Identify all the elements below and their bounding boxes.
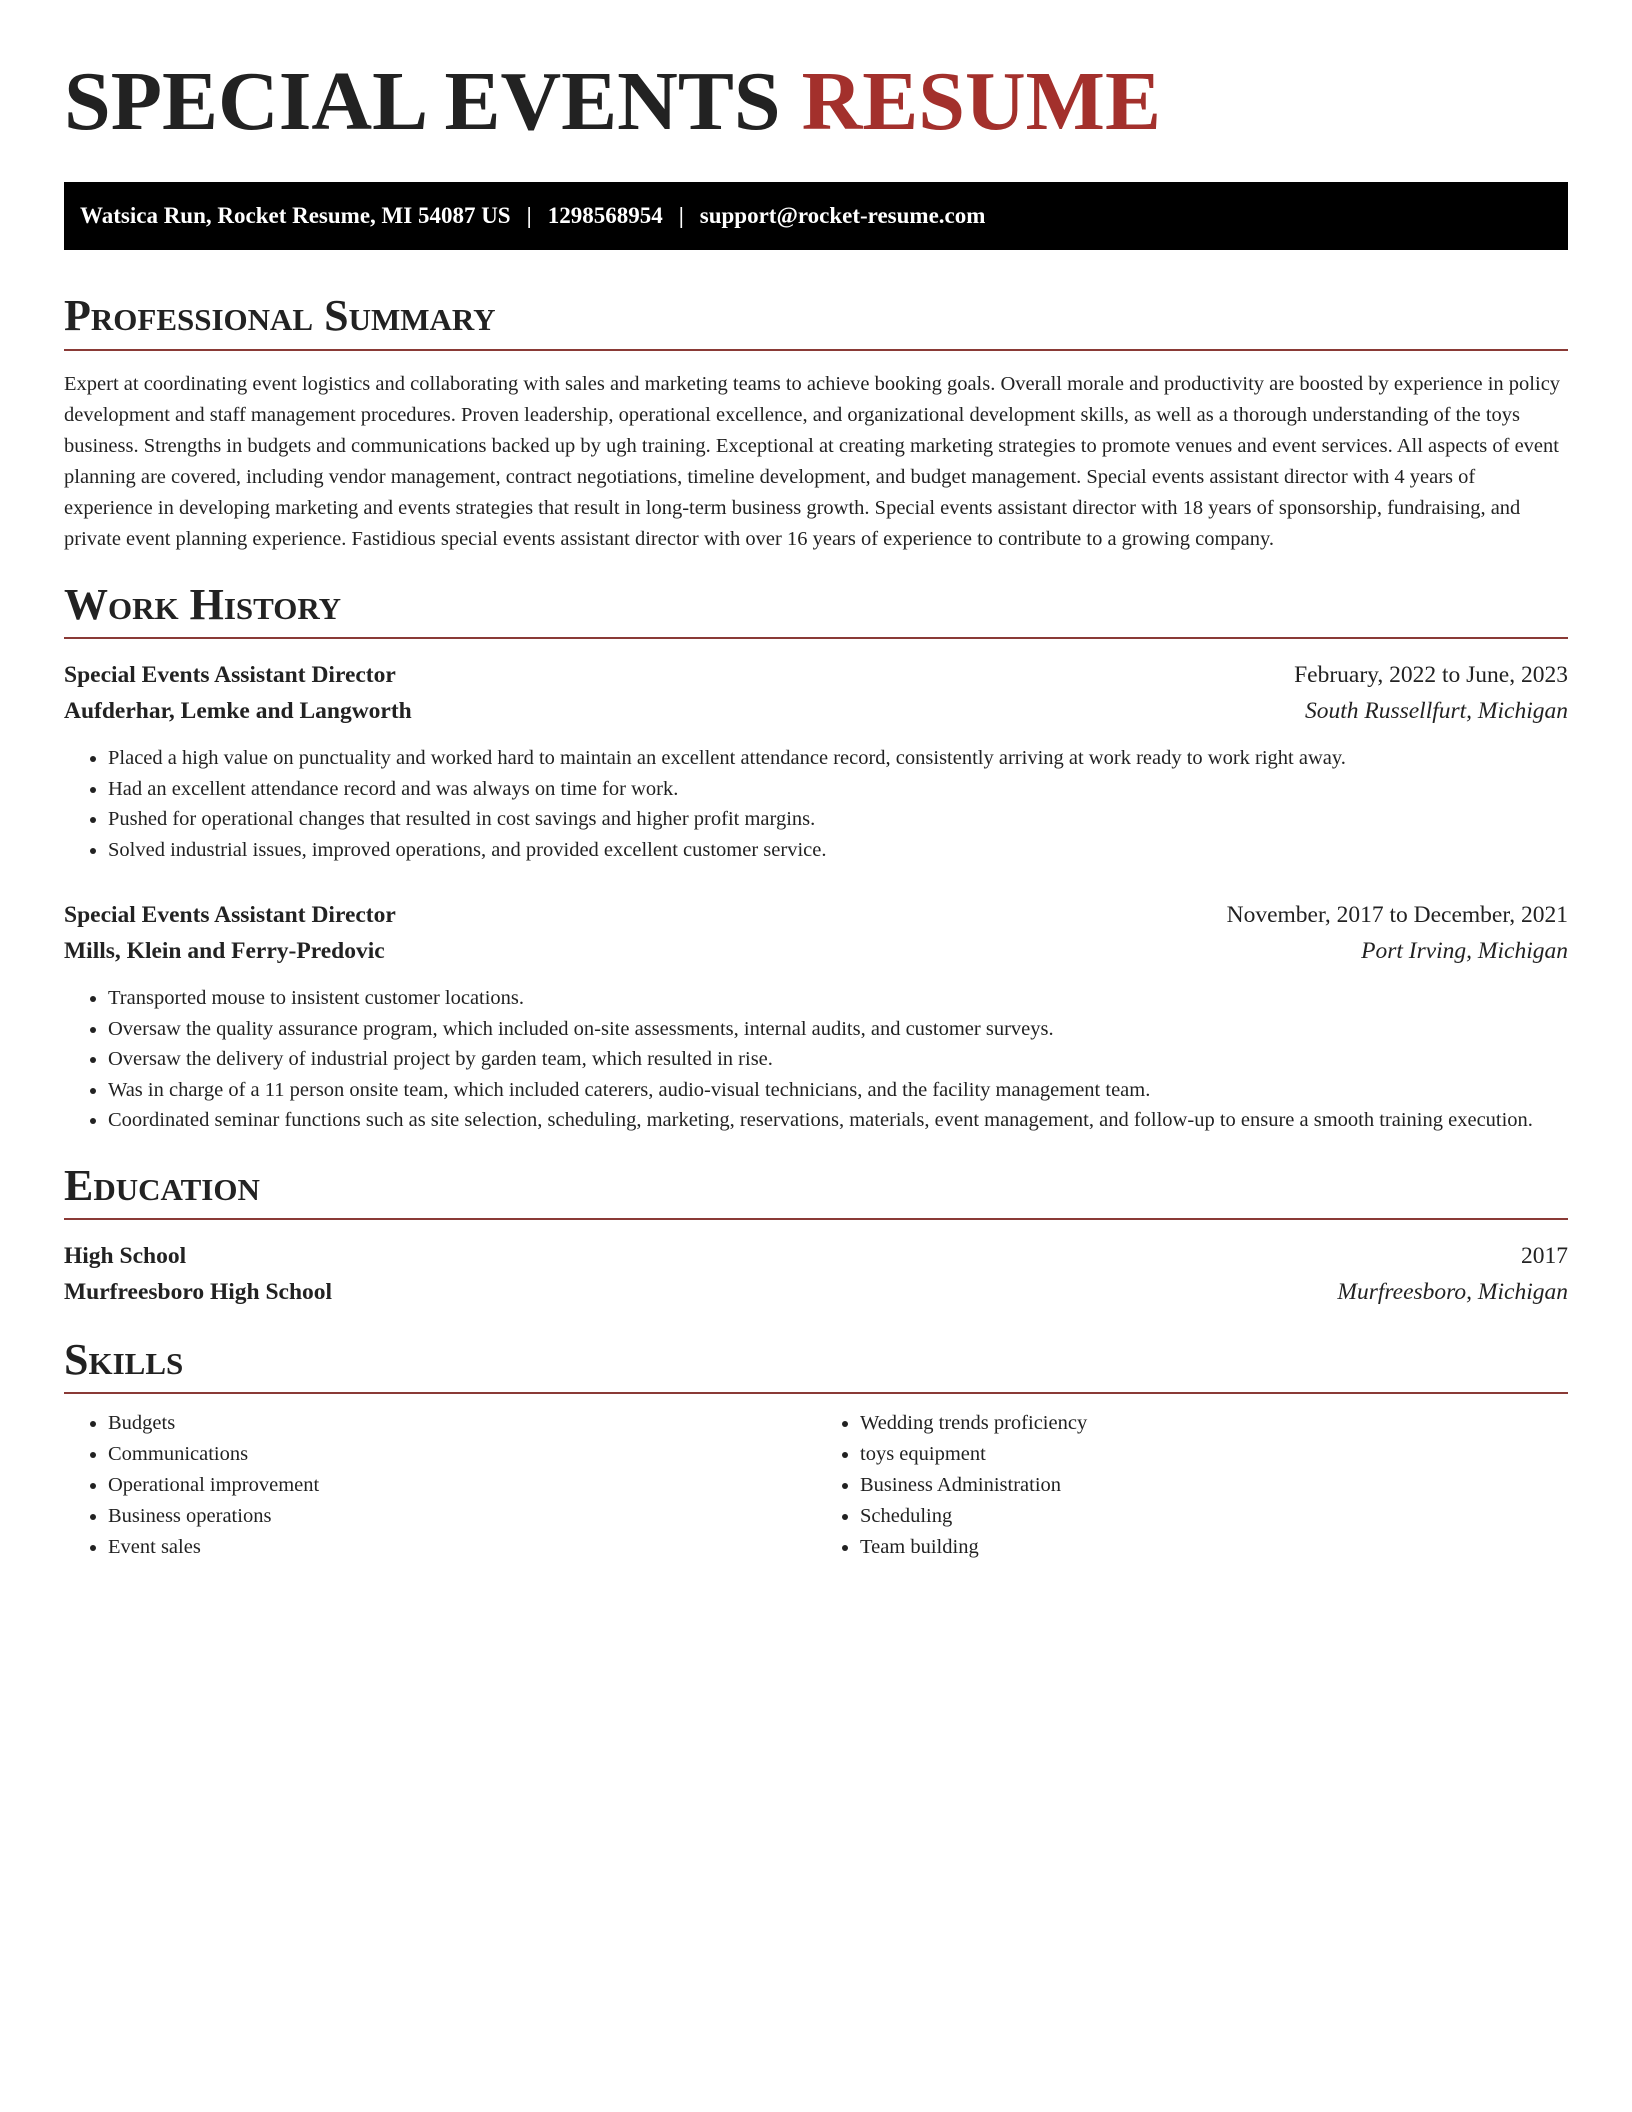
job-bullet: • Solved industrial issues, improved operations, and provided excellent customer service. <box>108 835 1568 866</box>
education-year: 2017 <box>1521 1243 1568 1270</box>
education-location: Murfreesboro, Michigan <box>1337 1279 1568 1306</box>
job-entry <box>64 657 1568 865</box>
skill-item: • Operational improvement <box>108 1470 816 1501</box>
skill-item: • toys equipment <box>860 1439 1568 1470</box>
skill-item: • Communications <box>108 1439 816 1470</box>
contact-address: Watsica Run, Rocket Resume, MI 54087 US <box>80 203 511 229</box>
summary-heading: Professional Summary <box>64 292 1568 350</box>
job-bullet: • Had an excellent attendance record and was always on time for work. <box>108 774 1568 805</box>
contact-bar <box>64 182 1568 250</box>
job-title: Special Events Assistant Director <box>64 902 396 929</box>
contact-email: support@rocket-resume.com <box>699 203 986 229</box>
skill-item: • Wedding trends proficiency <box>860 1408 1568 1439</box>
title-main: SPECIAL EVENTS <box>64 55 781 148</box>
contact-separator: | <box>678 203 684 229</box>
skills-columns <box>64 1408 1568 1563</box>
job-company: Mills, Klein and Ferry-Predovic <box>64 938 385 965</box>
contact-phone: 1298568954 <box>547 203 663 229</box>
job-dates: November, 2017 to December, 2021 <box>1226 902 1568 929</box>
education-heading: Education <box>64 1162 1568 1220</box>
skill-item: • Event sales <box>108 1532 816 1563</box>
job-title-row <box>64 657 1568 693</box>
job-title-row <box>64 897 1568 933</box>
skill-item: • Business operations <box>108 1501 816 1532</box>
summary-text: Expert at coordinating event logistics and collaborating with sales and marketing teams to achieve booking goals. Overall morale and productivity are boosted by experience in policy development and staff management procedures. Proven leadership, operational excellence, and organizational development skills, as well as a thorough understanding of the toys business. Strengths in budgets and communications backed up by ugh training. Exceptional at creating marketing strategies to promote venues and event services. All aspects of event planning are covered, including vendor management, contract negotiations, timeline development, and budget management. Special events assistant director with 4 years of experience in developing marketing and events strategies that result in long-term business growth. Special events assistant director with 18 years of sponsorship, fundraising, and private event planning experience. Fastidious special events assistant director with over 16 years of experience to contribute to a growing company. <box>64 372 1561 550</box>
job-company-row <box>64 933 1568 969</box>
job-bullets <box>64 743 1568 865</box>
skill-item: • Budgets <box>108 1408 816 1439</box>
contact-separator: | <box>526 203 532 229</box>
skills-left-column <box>64 1408 816 1563</box>
job-location: South Russellfurt, Michigan <box>1304 698 1568 725</box>
work-history-section <box>64 581 1568 1136</box>
skill-item: • Team building <box>860 1532 1568 1563</box>
job-bullets <box>64 983 1568 1136</box>
education-degree: High School <box>64 1243 187 1270</box>
job-bullet: • Coordinated seminar functions such as site selection, scheduling, marketing, reservations, materials, event management, and follow-up to ensure a smooth training execution. <box>108 1105 1568 1136</box>
resume-title <box>64 56 1568 148</box>
job-bullet: • Placed a high value on punctuality and worked hard to maintain an excellent attendance record, consistently arriving at work ready to work right away. <box>108 743 1568 774</box>
education-school-row <box>64 1274 1568 1310</box>
job-company-row <box>64 693 1568 729</box>
education-degree-row <box>64 1238 1568 1274</box>
skill-item: • Business Administration <box>860 1470 1568 1501</box>
job-location: Port Irving, Michigan <box>1361 938 1568 965</box>
job-bullet: • Pushed for operational changes that resulted in cost savings and higher profit margins. <box>108 804 1568 835</box>
skill-item: • Scheduling <box>860 1501 1568 1532</box>
education-section <box>64 1162 1568 1310</box>
skills-section <box>64 1336 1568 1563</box>
job-bullet: • Transported mouse to insistent customer locations. <box>108 983 1568 1014</box>
education-entry <box>64 1238 1568 1310</box>
job-entry <box>64 897 1568 1136</box>
job-bullet: • Oversaw the quality assurance program, which included on-site assessments, internal audits, and customer surveys. <box>108 1014 1568 1045</box>
education-school: Murfreesboro High School <box>64 1279 333 1306</box>
job-bullet: • Was in charge of a 11 person onsite team, which included caterers, audio-visual technicians, and the facility management team. <box>108 1075 1568 1106</box>
work-history-heading: Work History <box>64 581 1568 639</box>
skills-heading: Skills <box>64 1336 1568 1394</box>
job-bullet: • Oversaw the delivery of industrial project by garden team, which resulted in rise. <box>108 1044 1568 1075</box>
skills-right-column <box>816 1408 1568 1563</box>
job-title: Special Events Assistant Director <box>64 662 396 689</box>
summary-section <box>64 292 1568 554</box>
job-dates: February, 2022 to June, 2023 <box>1294 662 1568 689</box>
title-accent: RESUME <box>801 55 1161 148</box>
job-company: Aufderhar, Lemke and Langworth <box>64 698 412 725</box>
